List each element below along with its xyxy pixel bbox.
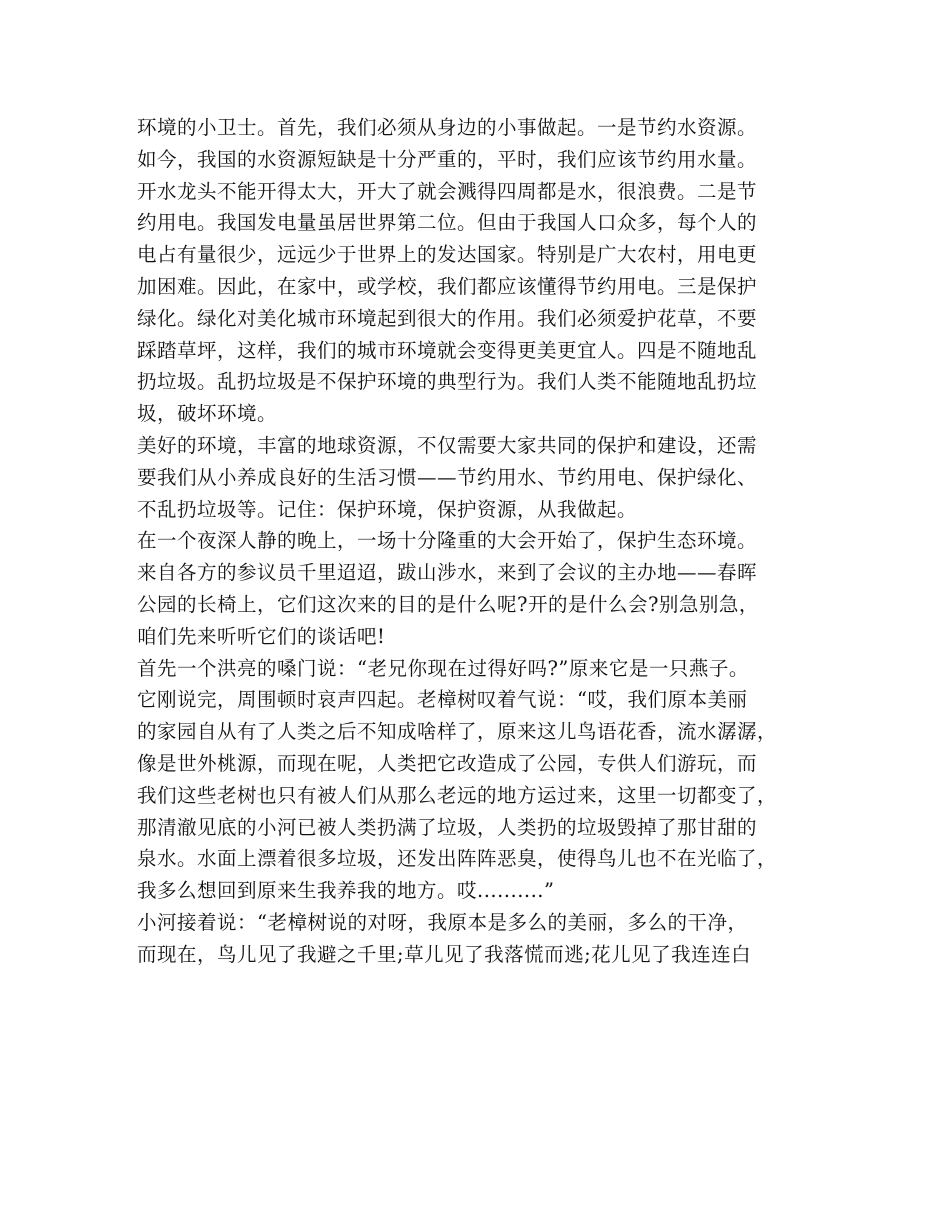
text-line: 而现在，鸟儿见了我避之千里;草儿见了我落慌而逃;花儿见了我连连白 — [137, 942, 752, 966]
text-line: 那清澈见底的小河已被人类扔满了垃圾，人类扔的垃圾毁掉了那甘甜的 — [137, 815, 758, 839]
text-line: 不乱扔垃圾等。记住：保护环境，保护资源，从我做起。 — [137, 497, 638, 521]
text-line: 泉水。水面上漂着很多垃圾，还发出阵阵恶臭，使得鸟儿也不在光临了， — [137, 847, 778, 871]
text-line: 公园的长椅上，它们这次来的目的是什么呢?开的是什么会?别急别急， — [137, 592, 759, 616]
text-line: 电占有量很少，远远少于世界上的发达国家。特别是广大农村，用电更 — [137, 243, 758, 267]
text-line: 绿化。绿化对美化城市环境起到很大的作用。我们必须爱护花草，不要 — [137, 306, 758, 330]
text-line: 首先一个洪亮的嗓门说：“老兄你现在过得好吗?”原来它是一只燕子。 — [137, 656, 749, 680]
text-line: 它刚说完，周围顿时哀声四起。老樟树叹着气说：“哎，我们原本美丽 — [137, 688, 748, 712]
text-line: 在一个夜深人静的晚上，一场十分隆重的大会开始了，保护生态环境。 — [137, 529, 758, 553]
text-line: 小河接着说：“老樟树说的对呀，我原本是多么的美丽，多么的干净， — [137, 910, 748, 934]
text-line: 圾，破坏环境。 — [137, 402, 278, 426]
text-line: 咱们先来听听它们的谈话吧! — [137, 624, 386, 648]
text-line: 我们这些老树也只有被人们从那么老远的地方运过来，这里一切都变了， — [137, 783, 778, 807]
text-line: 环境的小卫士。首先，我们必须从身边的小事做起。一是节约水资源。 — [137, 116, 758, 139]
text-line: 要我们从小养成良好的生活习惯——节约用水、节约用电、保护绿化、 — [137, 465, 758, 489]
text-line: 美好的环境，丰富的地球资源，不仅需要大家共同的保护和建设，还需 — [137, 433, 758, 457]
text-line: 扔垃圾。乱扔垃圾是不保护环境的典型行为。我们人类不能随地乱扔垃 — [137, 370, 758, 394]
text-line: 来自各方的参议员千里迢迢，跋山涉水，来到了会议的主办地——春晖 — [137, 561, 758, 585]
text-line: 踩踏草坪，这样，我们的城市环境就会变得更美更宜人。四是不随地乱 — [137, 338, 758, 362]
text-line: 开水龙头不能开得太大，开大了就会溅得四周都是水，很浪费。二是节 — [137, 179, 758, 203]
text-line: 如今，我国的水资源短缺是十分严重的，平时，我们应该节约用水量。 — [137, 147, 758, 171]
text-line: 像是世外桃源，而现在呢，人类把它改造成了公园，专供人们游玩，而 — [137, 751, 758, 775]
text-line: 我多么想回到原来生我养我的地方。哎..........” — [137, 879, 555, 903]
text-line: 约用电。我国发电量虽居世界第二位。但由于我国人口众多，每个人的 — [137, 211, 758, 235]
text-line: 加困难。因此，在家中，或学校，我们都应该懂得节约用电。三是保护 — [137, 274, 758, 298]
document-body — [137, 112, 837, 971]
text-line: 的家园自从有了人类之后不知成啥样了，原来这儿鸟语花香，流水潺潺， — [137, 720, 778, 744]
